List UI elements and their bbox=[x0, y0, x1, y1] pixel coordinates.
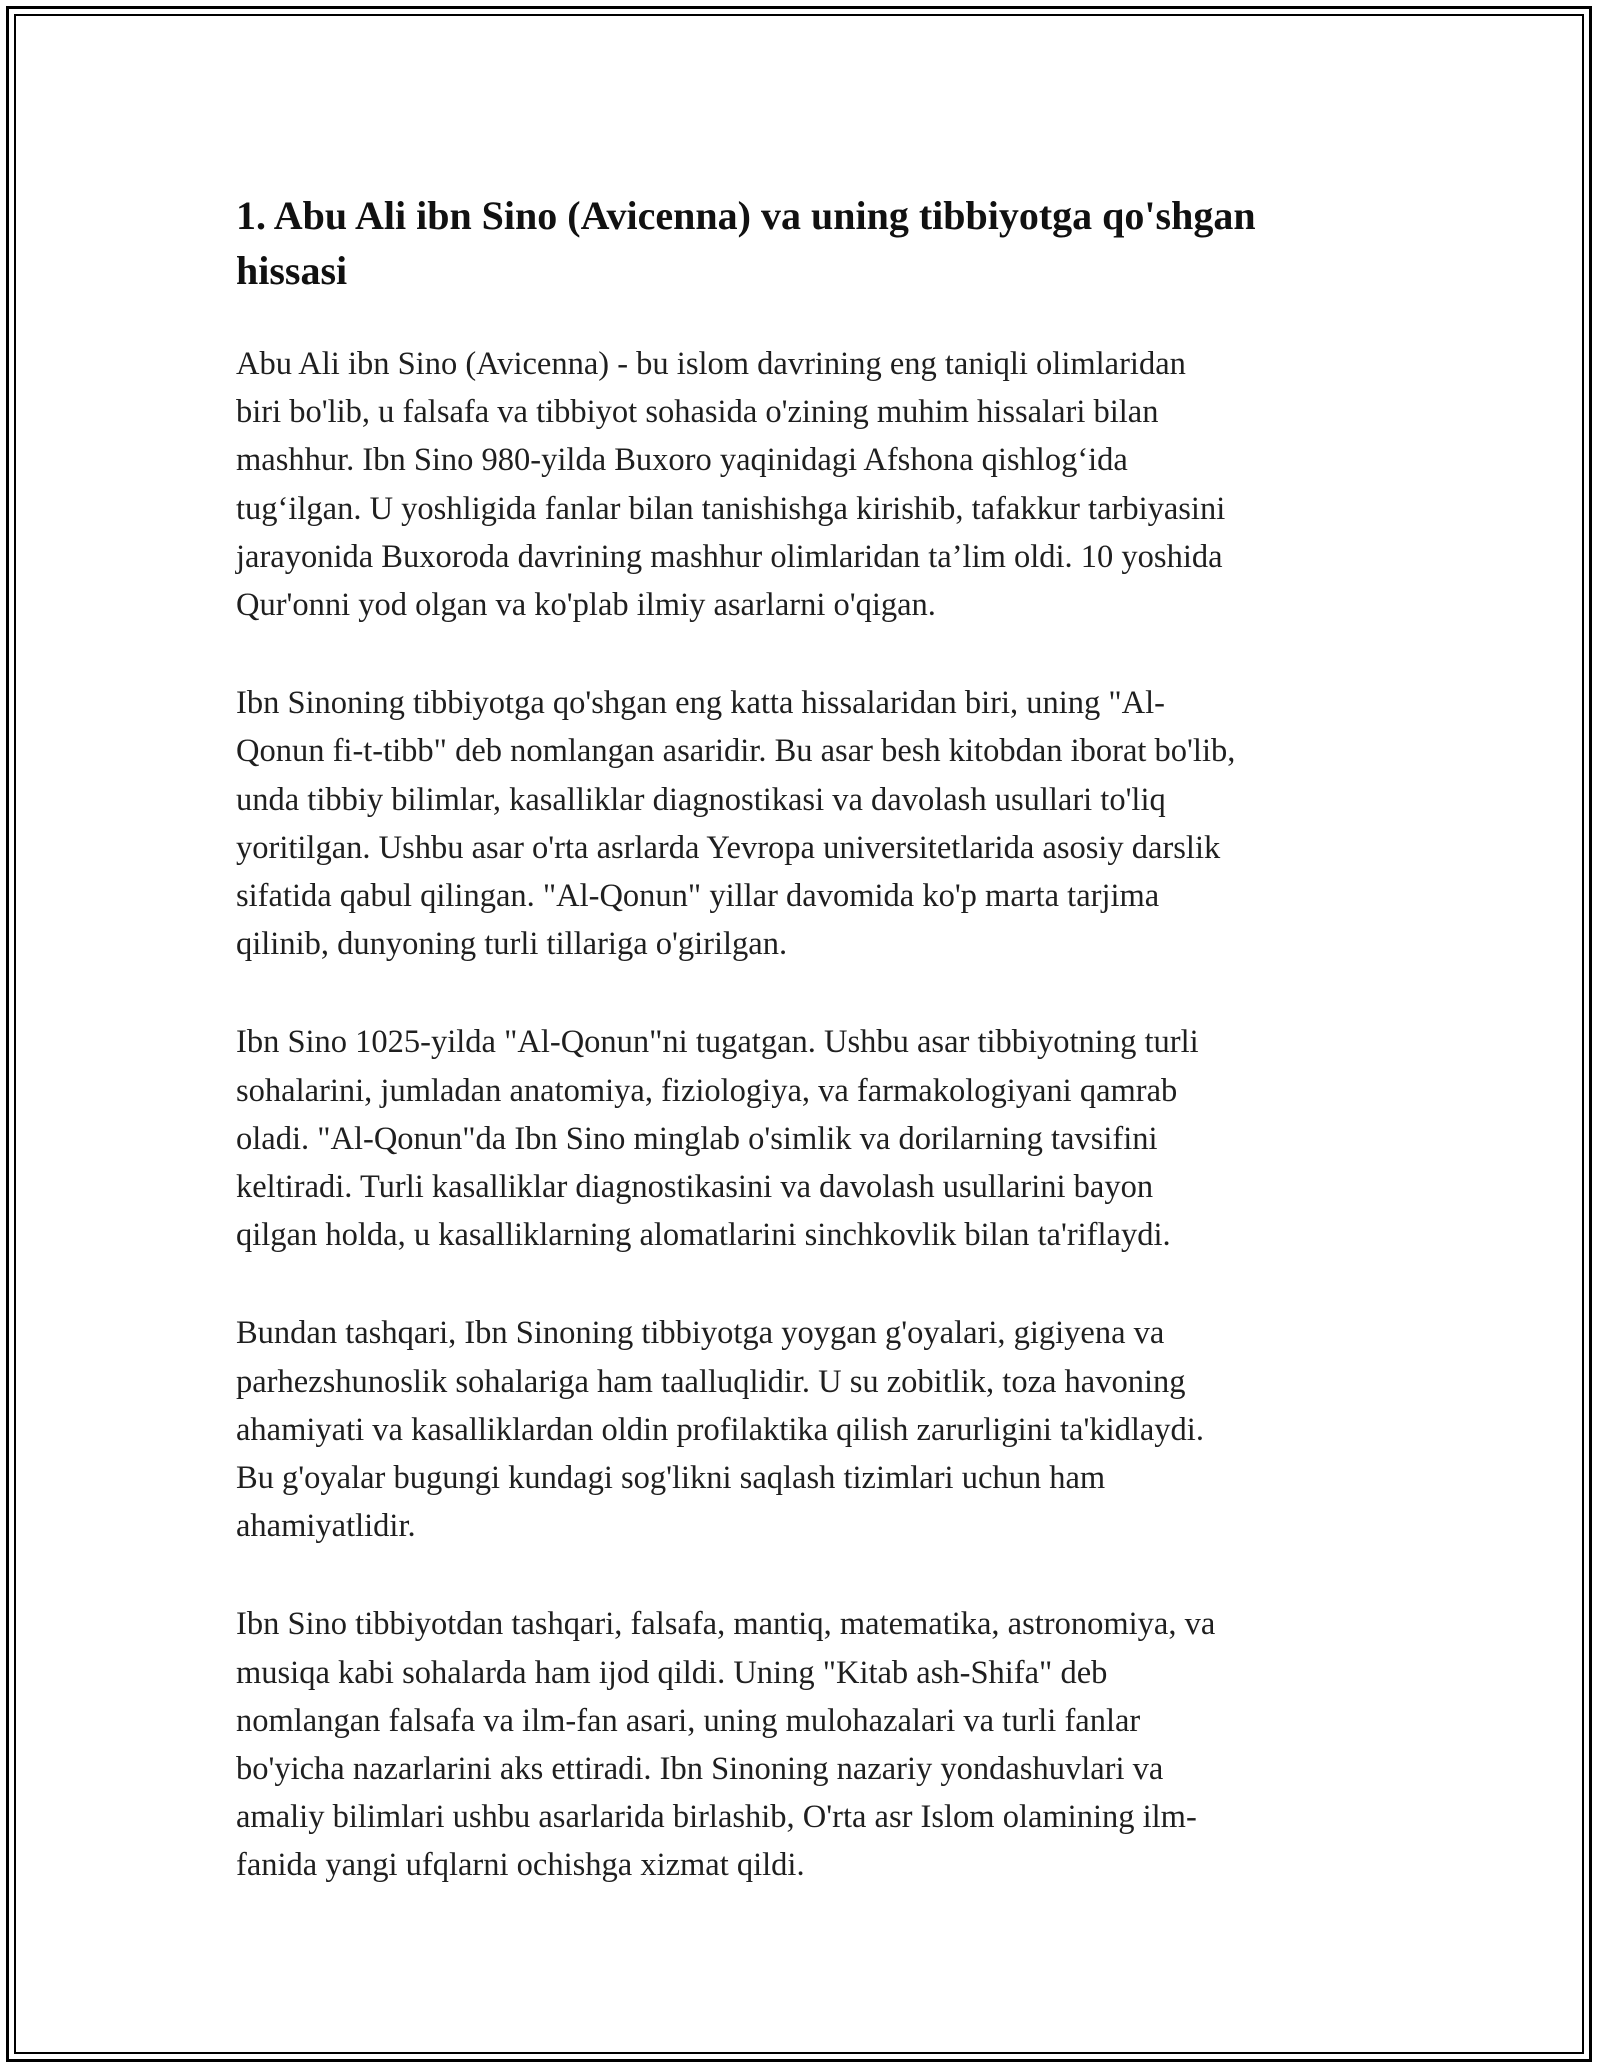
text-line: yoritilgan. Ushbu asar o'rta asrlarda Yevropa universitetlarida asosiy darslik bbox=[236, 829, 1221, 866]
text-line: Abu Ali ibn Sino (Avicenna) - bu islom davrining eng taniqli olimlaridan bbox=[236, 346, 1186, 382]
text-line: sifatida qabul qilingan. "Al-Qonun" yillar davomida ko'p marta tarjima bbox=[236, 878, 1160, 915]
text-line: qilgan holda, u kasalliklarning alomatlarini sinchkovlik bilan ta'riflaydi. bbox=[236, 1217, 1171, 1254]
text-line: Ibn Sinoning tibbiyotga qo'shgan eng katta hissalaridan biri, uning "Al- bbox=[236, 685, 1165, 722]
heading-line: hissasi bbox=[236, 248, 348, 293]
text-line: Ibn Sino 1025-yilda "Al-Qonun"ni tugatgan. Ushbu asar tibbiyotning turli bbox=[236, 1024, 1199, 1061]
text-line: Qonun fi-t-tibb" deb nomlangan asaridir. Bu asar besh kitobdan iborat bo'lib, bbox=[236, 733, 1236, 770]
document-body bbox=[236, 188, 1370, 1940]
text-line: mashhur. Ibn Sino 980-yilda Buxoro yaqinidagi Afshona qishlog‘ida bbox=[236, 442, 1128, 479]
text-line: sohalarini, jumladan anatomiya, fiziologiya, va farmakologiyani qamrab bbox=[236, 1072, 1178, 1109]
text-line: oladi. "Al-Qonun"da Ibn Sino minglab o'simlik va dorilarning tavsifini bbox=[236, 1120, 1158, 1157]
text-line: jarayonida Buxoroda davrining mashhur olimlaridan ta’lim oldi. 10 yoshida bbox=[236, 538, 1223, 575]
text-line: fanida yangi ufqlarni ochishga xizmat qildi. bbox=[236, 1847, 805, 1884]
text-line: unda tibbiy bilimlar, kasalliklar diagnostikasi va davolash usullari to'liq bbox=[236, 781, 1166, 818]
paragraph-biography bbox=[236, 340, 1370, 629]
text-line: bo'yicha nazarlarini aks ettiradi. Ibn Sinoning nazariy yondashuvlari va bbox=[236, 1751, 1164, 1788]
text-line: biri bo'lib, u falsafa va tibbiyot sohasida o'zining muhim hissalari bilan bbox=[236, 394, 1159, 431]
text-line: amaliy bilimlari ushbu asarlarida birlashib, O'rta asr Islom olamining ilm- bbox=[236, 1799, 1197, 1836]
text-line: nomlangan falsafa va ilm-fan asari, uning mulohazalari va turli fanlar bbox=[236, 1702, 1141, 1739]
text-line: ahamiyati va kasalliklardan oldin profilaktika qilish zarurligini ta'kidlaydi. bbox=[236, 1411, 1204, 1448]
heading-line: 1. Abu Ali ibn Sino (Avicenna) va uning tibbiyotga qo'shgan bbox=[236, 193, 1256, 238]
text-line: Ibn Sino tibbiyotdan tashqari, falsafa, mantiq, matematika, astronomiya, va bbox=[236, 1606, 1216, 1643]
text-line: parhezshunoslik sohalariga ham taalluqlidir. U su zobitlik, toza havoning bbox=[236, 1363, 1186, 1400]
section-heading bbox=[236, 188, 1370, 298]
text-line: qilinib, dunyoning turli tillariga o'girilgan. bbox=[236, 926, 788, 963]
text-line: Bundan tashqari, Ibn Sinoning tibbiyotga yoygan g'oyalari, gigiyena va bbox=[236, 1315, 1165, 1352]
paragraph-hygiene bbox=[236, 1309, 1370, 1550]
text-line: tug‘ilgan. U yoshligida fanlar bilan tanishishga kirishib, tafakkur tarbiyasini bbox=[236, 490, 1226, 527]
text-line: Bu g'oyalar bugungi kundagi sog'likni saqlash tizimlari uchun ham bbox=[236, 1460, 1106, 1497]
text-line: keltiradi. Turli kasalliklar diagnostikasini va davolash usullarini bayon bbox=[236, 1169, 1154, 1206]
paragraph-philosophy bbox=[236, 1600, 1370, 1889]
text-line: Qur'onni yod olgan va ko'plab ilmiy asarlarni o'qigan. bbox=[236, 587, 936, 624]
text-line: musiqa kabi sohalarda ham ijod qildi. Uning "Kitab ash-Shifa" deb bbox=[236, 1654, 1108, 1691]
text-line: ahamiyatlidir. bbox=[236, 1508, 416, 1545]
paragraph-al-qonun bbox=[236, 679, 1370, 968]
paragraph-al-qonun-content bbox=[236, 1018, 1370, 1259]
